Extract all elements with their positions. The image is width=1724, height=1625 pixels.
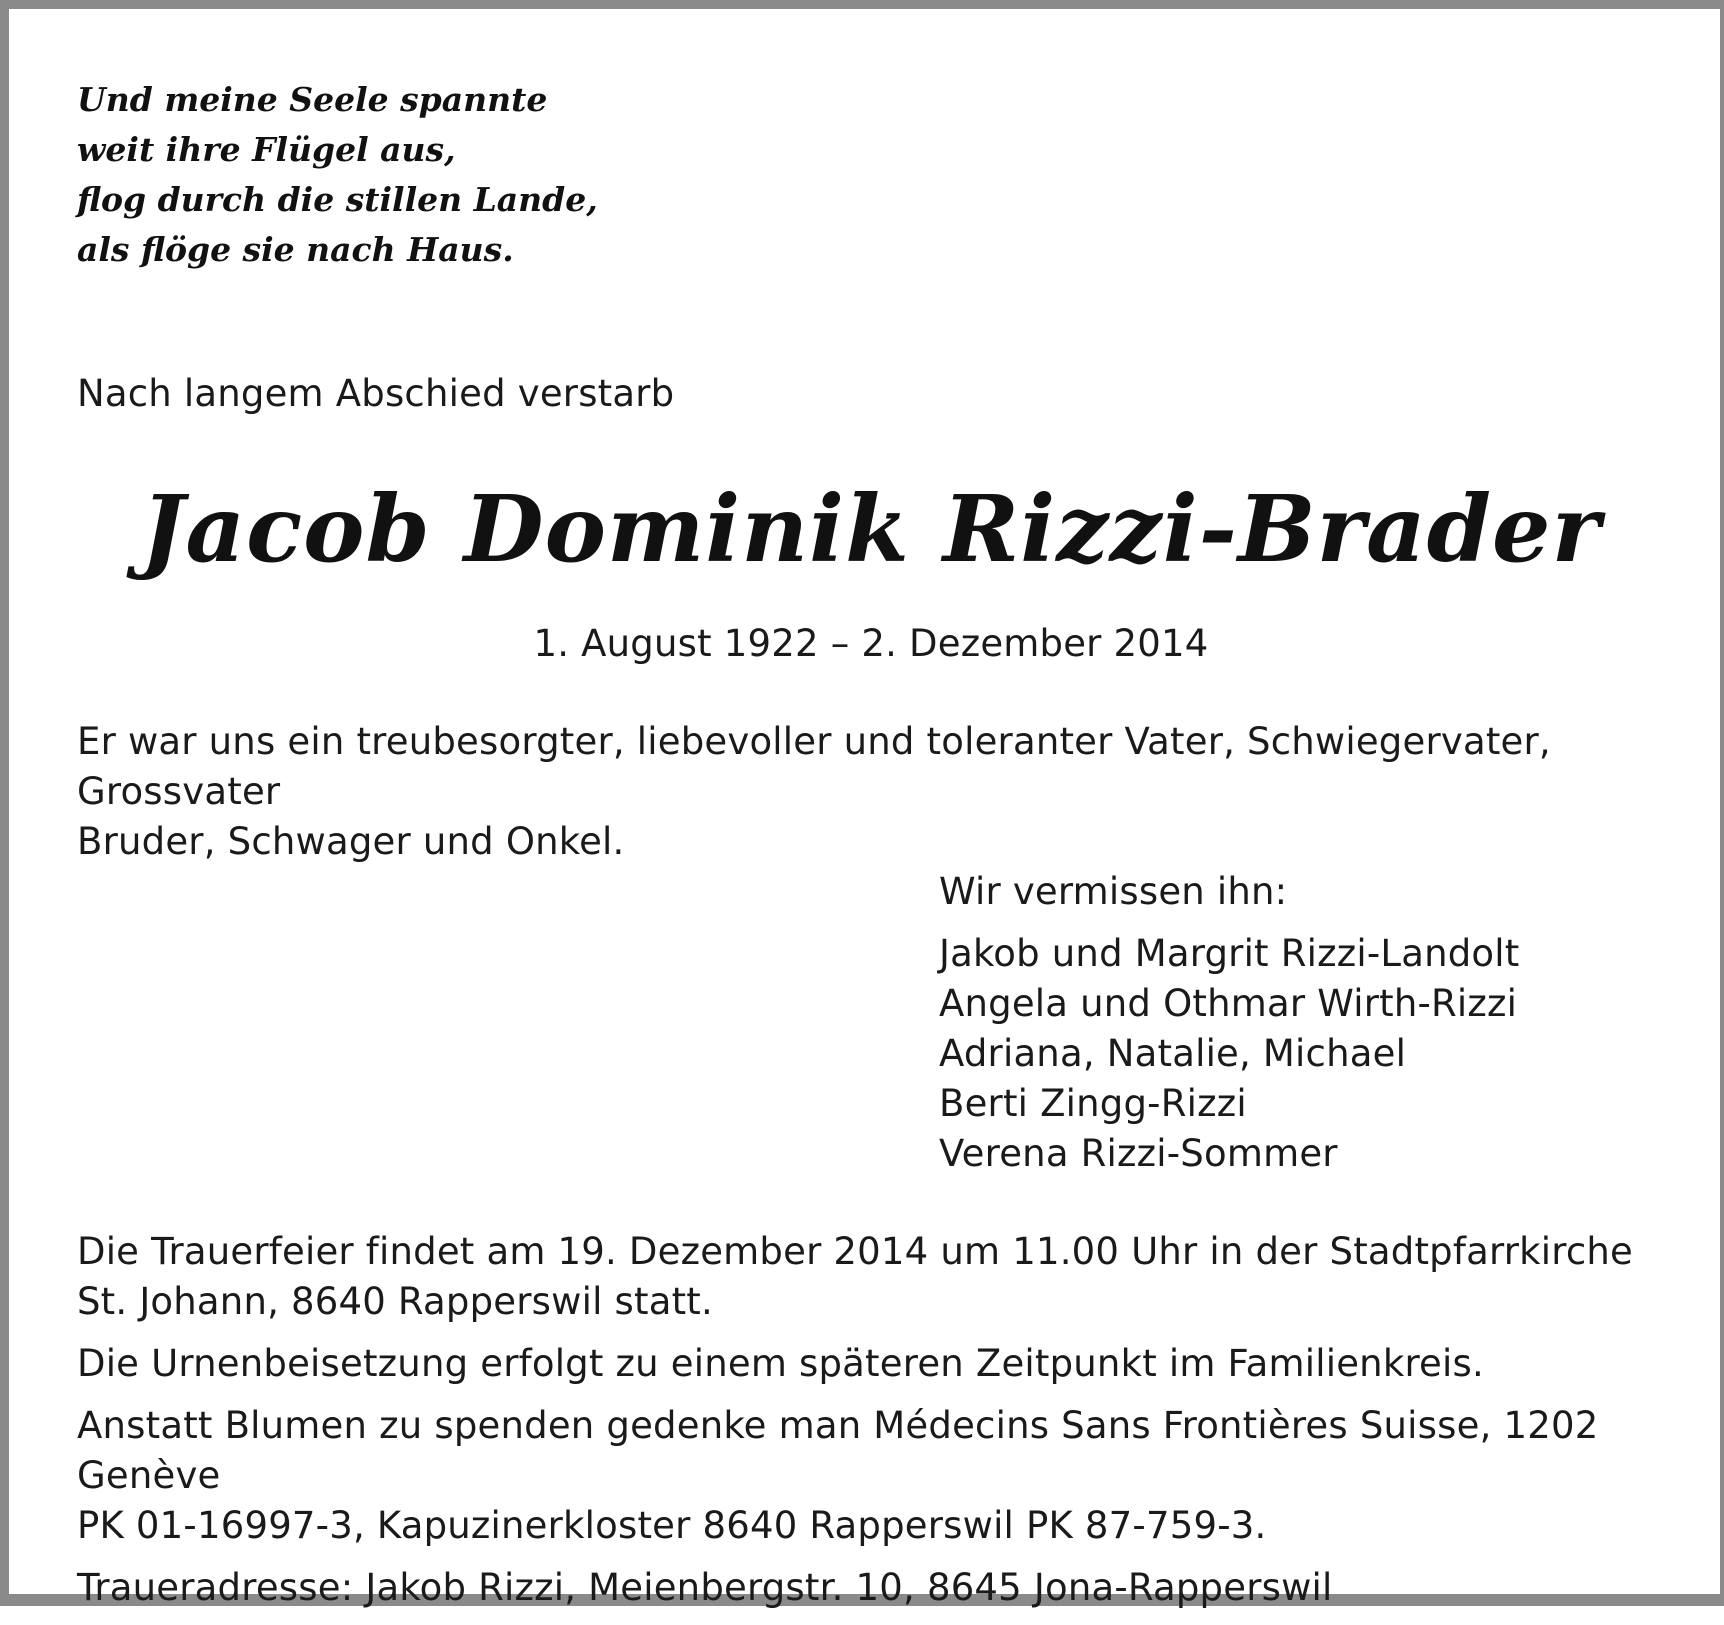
intro-text: Nach langem Abschied verstarb [77, 372, 675, 415]
mourners-list [939, 867, 1519, 1179]
notices [77, 1227, 1667, 1625]
mourner-name: Angela und Othmar Wirth-Rizzi [939, 982, 1518, 1025]
poem-line: als flöge sie nach Haus. [77, 230, 514, 269]
poem-line: Und meine Seele spannte [77, 80, 548, 119]
ceremony-line: Die Trauerfeier findet am 19. Dezember 2014 um 11.00 Uhr in der Stadtpfarrkirche [77, 1230, 1633, 1273]
urn-notice: Die Urnenbeisetzung erfolgt zu einem späteren Zeitpunkt im Familienkreis. [77, 1342, 1484, 1385]
deceased-name: Jacob Dominik Rizzi-Brader [140, 475, 1602, 583]
mourner-name: Adriana, Natalie, Michael [939, 1032, 1407, 1075]
mourning-address: Traueradresse: Jakob Rizzi, Meienbergstr. 10, 8645 Jona-Rapperswil [77, 1566, 1333, 1609]
donation-line: PK 01-16997-3, Kapuzinerkloster 8640 Rapperswil PK 87-759-3. [77, 1504, 1267, 1547]
life-dates: 1. August 1922 – 2. Dezember 2014 [533, 622, 1209, 665]
ceremony-notice [77, 1227, 1667, 1327]
poem-line: weit ihre Flügel aus, [77, 130, 456, 169]
mourner-name: Jakob und Margrit Rizzi-Landolt [939, 932, 1520, 975]
mourner-name: Berti Zingg-Rizzi [939, 1082, 1247, 1125]
donation-line: Anstatt Blumen zu spenden gedenke man Médecins Sans Frontières Suisse, 1202 Genève [77, 1404, 1599, 1497]
tribute-line: Er war uns ein treubesorgter, liebevoller und toleranter Vater, Schwiegervater, Grossvater [77, 720, 1551, 813]
tribute-text [77, 717, 1667, 867]
mourner-name: Verena Rizzi-Sommer [939, 1132, 1338, 1175]
ceremony-line: St. Johann, 8640 Rapperswil statt. [77, 1280, 713, 1323]
mourners-heading: Wir vermissen ihn: [939, 870, 1288, 913]
tribute-line: Bruder, Schwager und Onkel. [77, 820, 625, 863]
poem [77, 75, 598, 275]
poem-line: flog durch die stillen Lande, [77, 180, 598, 219]
donation-notice [77, 1401, 1667, 1551]
